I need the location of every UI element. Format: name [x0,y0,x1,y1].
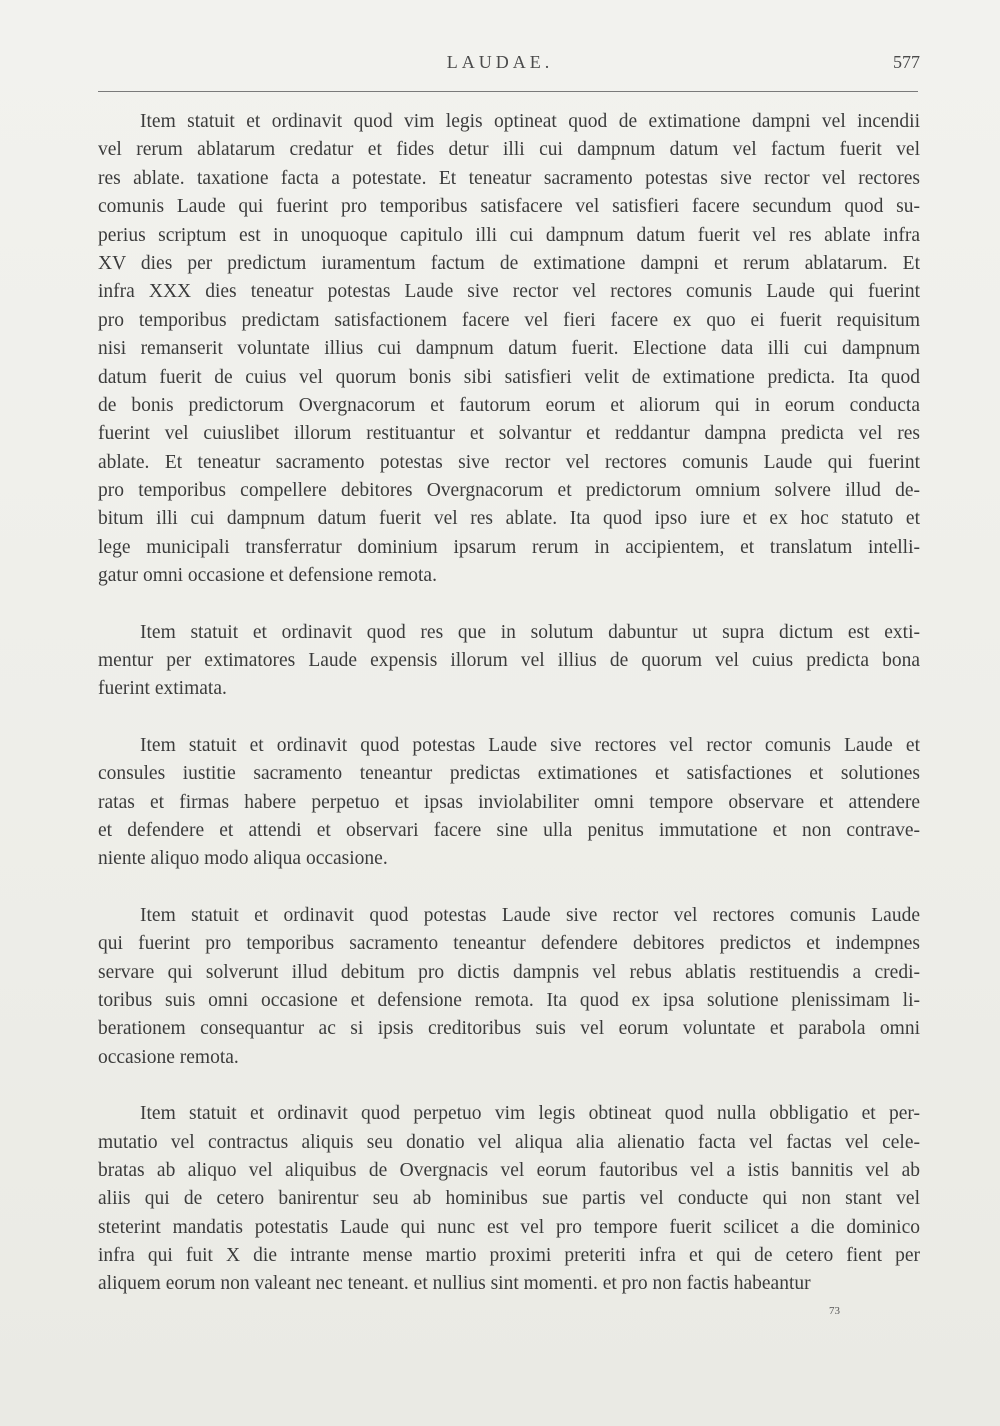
text-line: occasione remota. [98,1046,239,1068]
text-line: perius scriptum est in unoquoque capitulo illi cui dampnum datum fuerit vel res ablate infra [98,224,920,246]
text-line: gatur omni occasione et defensione remota. [98,565,437,587]
text-line: XV dies per predictum iuramentum factum de extimatione dampni et rerum ablatarum. Et [98,252,920,274]
running-head [0,52,1000,82]
text-line: ratas et firmas habere perpetuo et ipsas inviolabiliter omni tempore observare et attendere [98,791,920,813]
text-line: fuerint extimata. [98,678,227,700]
body-text [98,108,920,1327]
text-line: consules iustitie sacramento teneantur predictas extimationes et satisfactiones et solutiones [98,763,920,785]
text-line: qui fuerint pro temporibus sacramento teneantur defendere debitores predictos et indempnes [98,933,920,955]
paragraph [98,619,920,704]
text-line: comunis Laude qui fuerint pro temporibus satisfacere vel satisfieri facere secundum quod su- [98,196,920,218]
text-line: Item statuit et ordinavit quod potestas Laude sive rectores vel rector comunis Laude et [140,734,920,756]
text-line: Item statuit et ordinavit quod perpetuo vim legis obtineat quod nulla obbligatio et per- [140,1103,920,1125]
signature-mark: 73 [829,1305,840,1317]
paragraph [98,108,920,591]
text-line: lege municipali transferratur dominium ipsarum rerum in accipientem, et translatum intelli- [98,536,920,558]
text-line: steterint mandatis potestatis Laude qui nunc est vel pro tempore fuerit scilicet a die dominico [98,1216,920,1238]
paragraph [98,902,920,1072]
text-line: infra XXX dies teneatur potestas Laude sive rector vel rectores comunis Laude qui fuerint [98,281,920,303]
text-line: ablate. Et teneatur sacramento potestas sive rector vel rectores comunis Laude qui fuerint [98,451,920,473]
text-line: infra qui fuit X die intrante mense martio proximi preteriti infra et qui de cetero fient per [98,1245,920,1267]
running-title: LAUDAE. [446,52,554,72]
paragraph [98,732,920,874]
text-line: Item statuit et ordinavit quod vim legis optineat quod de extimatione dampni vel incendii [140,111,920,132]
text-line: datum fuerit de cuius vel quorum bonis sibi satisfieri velit de extimatione predicta. Ita quod [98,366,920,388]
text-line: bratas ab aliquo vel aliquibus de Overgnacis vel eorum fautoribus vel a istis bannitis vel ab [98,1159,920,1181]
text-line: res ablate. taxatione facta a potestate. Et teneatur sacramento potestas sive rector vel rectores [98,167,920,189]
text-line: vel rerum ablatarum credatur et fides detur illi cui dampnum datum vel factum fuerit vel [98,139,920,161]
text-line: pro temporibus compellere debitores Overgnacorum et predictorum omnium solvere illud de- [98,480,920,502]
header-rule [98,91,918,92]
text-line: fuerint vel cuiuslibet illorum restituantur et solvantur et reddantur dampna predicta vel res [98,423,920,445]
text-line: aliis qui de cetero banirentur seu ab hominibus sue partis vel conducte qui non stant vel [98,1188,920,1210]
text-line: bitum illi cui dampnum datum fuerit vel res ablate. Ita quod ipso iure et ex hoc statuto et [98,508,920,530]
text-line: toribus suis omni occasione et defensione remota. Ita quod ex ipsa solutione plenissimam li- [98,989,920,1011]
text-line: Item statuit et ordinavit quod res que in solutum dabuntur ut supra dictum est exti- [140,621,920,643]
text-line: mutatio vel contractus aliquis seu donatio vel aliqua alia alienatio facta vel factas vel cele- [98,1131,920,1153]
page-number: 577 [893,52,920,72]
text-line: aliquem eorum non valeant nec teneant. et nullius sint momenti. et pro non factis habeantur [98,1273,811,1295]
text-line: pro temporibus predictam satisfactionem facere vel fieri facere ex quo ei fuerit requisitum [98,309,920,331]
text-line: nisi remanserit voluntate illius cui dampnum datum fuerit. Electione data illi cui dampnum [98,338,920,360]
text-line: de bonis predictorum Overgnacorum et fautorum eorum et aliorum qui in eorum conducta [98,394,920,416]
text-line: mentur per extimatores Laude expensis illorum vel illius de quorum vel cuius predicta bona [98,650,920,672]
text-line: berationem consequantur ac si ipsis creditoribus suis vel eorum voluntate et parabola omni [98,1018,920,1040]
paragraph [98,1100,920,1299]
text-line: Item statuit et ordinavit quod potestas Laude sive rector vel rectores comunis Laude [140,904,920,926]
text-line: servare qui solverunt illud debitum pro dictis dampnis vel rebus ablatis restituendis a credi- [98,961,920,983]
text-line: niente aliquo modo aliqua occasione. [98,848,388,870]
text-line: et defendere et attendi et observari facere sine ulla penitus immutatione et non contrave- [98,819,920,841]
